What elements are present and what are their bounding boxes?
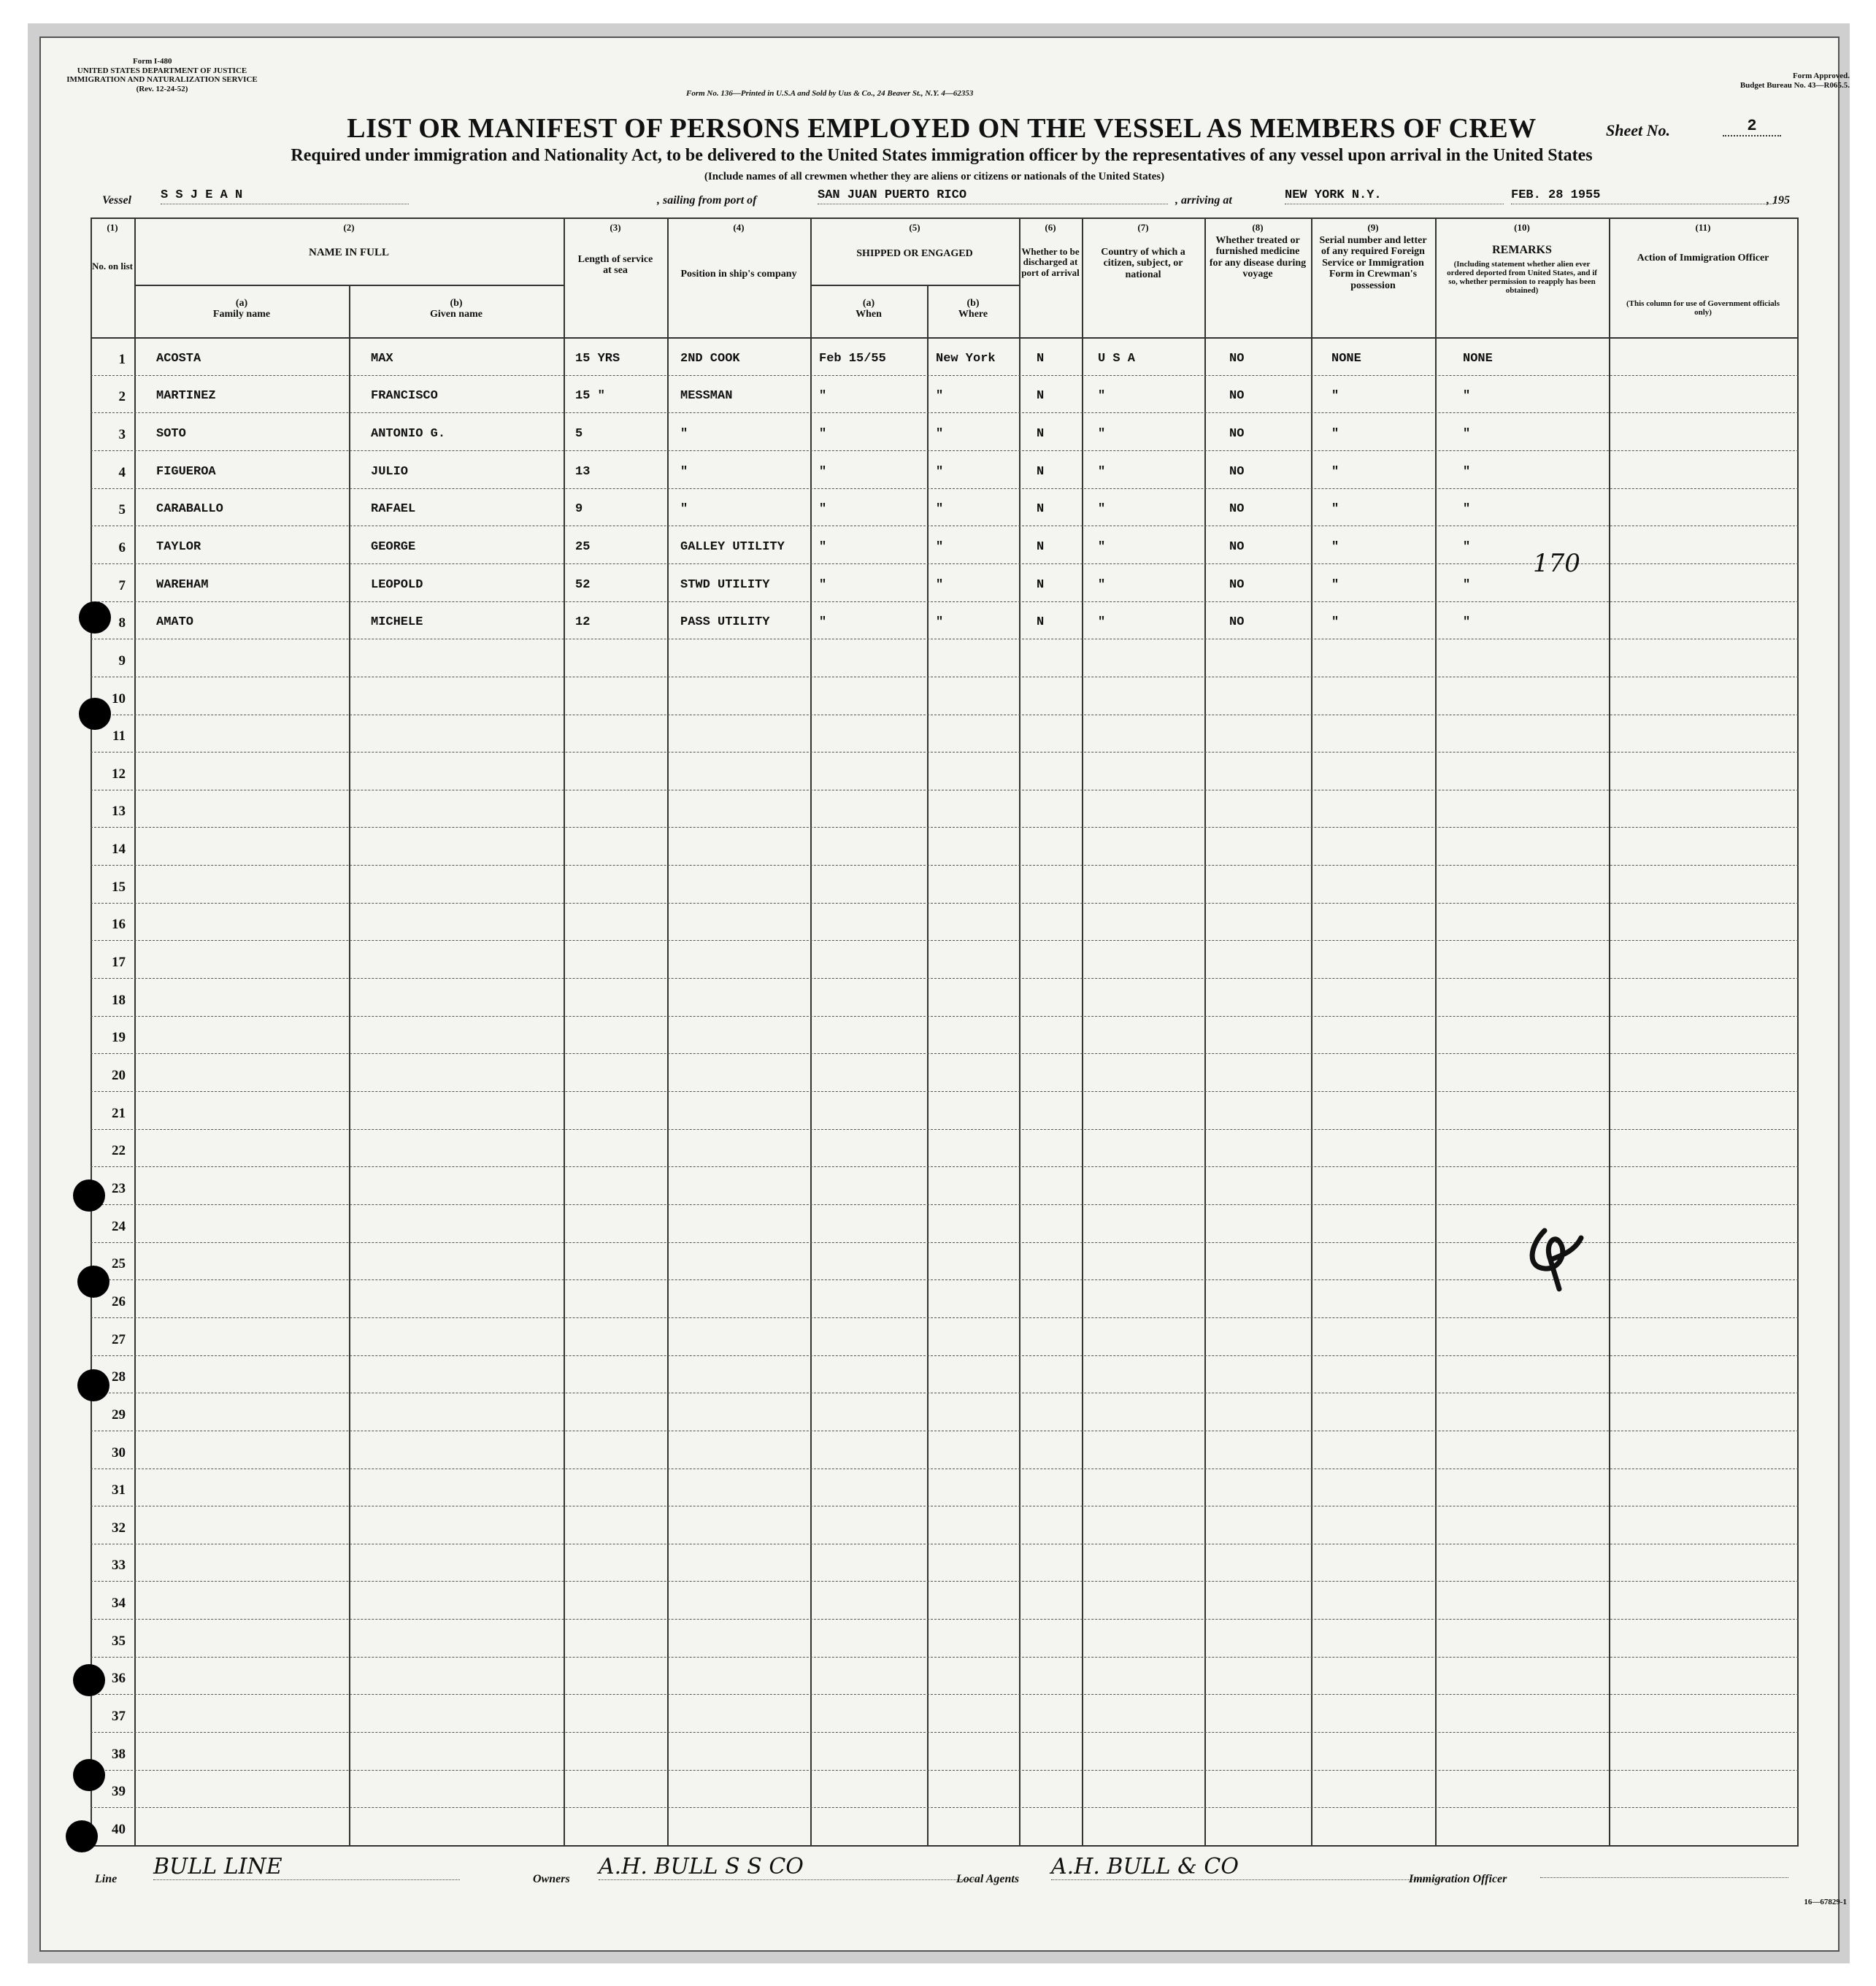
cell-remarks: NONE <box>1463 351 1493 366</box>
vessel-line <box>102 188 1803 210</box>
cell-family: SOTO <box>156 426 186 441</box>
col-divider <box>927 285 929 1845</box>
row-number: 20 <box>112 1068 126 1083</box>
row-separator <box>91 450 1799 451</box>
footer <box>88 1854 1810 1898</box>
row-separator <box>91 827 1799 828</box>
cell-country: " <box>1098 615 1106 630</box>
cell-where: " <box>936 389 944 404</box>
col-num-2: (2) <box>343 222 355 233</box>
subnote: (Include names of all crewmen whether they are aliens or citizens or nationals of the United States) <box>704 171 1165 182</box>
row-separator <box>91 1091 1799 1092</box>
cell-position: PASS UTILITY <box>680 615 770 630</box>
cell-when: " <box>819 539 827 554</box>
col-num-10: (10) <box>1514 222 1530 233</box>
cell-service: 15 YRS <box>575 351 620 366</box>
col-header-position: Position in ship's company <box>680 269 797 280</box>
cell-when: " <box>819 502 827 517</box>
cell-remarks: " <box>1463 426 1471 441</box>
col-header-family-name: (a) Family name <box>212 298 271 320</box>
row-number: 22 <box>112 1143 126 1159</box>
printer-note: Form No. 136—Printed in U.S.A and Sold by Uus & Co., 24 Beaver St., N.Y. 4—62353 <box>686 89 974 98</box>
cell-when: " <box>819 577 827 592</box>
row-number: 18 <box>112 992 126 1008</box>
cell-when: " <box>819 615 827 630</box>
row-number: 32 <box>112 1520 126 1536</box>
row-number: 6 <box>118 539 126 555</box>
cell-treated: NO <box>1229 351 1245 366</box>
row-separator <box>91 1694 1799 1695</box>
row-separator <box>91 1807 1799 1808</box>
row-number: 36 <box>112 1671 126 1687</box>
approval-block <box>1740 72 1850 90</box>
cell-country: " <box>1098 464 1106 479</box>
row-number: 28 <box>112 1369 126 1385</box>
col-header-discharged: Whether to be discharged at port of arrival <box>1021 246 1080 278</box>
row-number: 12 <box>112 766 126 782</box>
row-separator <box>91 412 1799 413</box>
officer-label: Immigration Officer <box>1409 1873 1507 1885</box>
agents-label: Local Agents <box>956 1873 1020 1885</box>
cell-discharged: N <box>1037 577 1045 592</box>
punch-hole <box>77 1266 109 1298</box>
punch-hole <box>73 1664 105 1696</box>
row-separator <box>91 375 1799 376</box>
arrival-date: FEB. 28 1955 <box>1511 188 1774 204</box>
cell-country: " <box>1098 577 1106 592</box>
cell-service: 52 <box>575 577 591 592</box>
row-separator <box>91 1619 1799 1620</box>
cell-serial: " <box>1331 502 1339 517</box>
cell-serial: " <box>1331 464 1339 479</box>
punch-hole <box>79 698 111 730</box>
row-number: 33 <box>112 1558 126 1574</box>
page-title: LIST OR MANIFEST OF PERSONS EMPLOYED ON THE VESSEL AS MEMBERS OF CREW <box>347 113 1537 144</box>
cell-where: New York <box>936 351 996 366</box>
header-bottom-border <box>91 337 1799 339</box>
cell-family: TAYLOR <box>156 539 201 554</box>
row-number: 8 <box>118 615 126 631</box>
col-header-when: (a) When <box>856 298 882 320</box>
remark-annotation: 170 <box>1533 549 1580 578</box>
cell-when: " <box>819 464 827 479</box>
cell-service: 12 <box>575 615 591 630</box>
punch-hole <box>73 1179 105 1212</box>
cell-where: " <box>936 502 944 517</box>
cell-treated: NO <box>1229 464 1245 479</box>
row-number: 37 <box>112 1709 126 1725</box>
cell-discharged: N <box>1037 502 1045 517</box>
col-header-action: Action of Immigration Officer <box>1637 253 1769 263</box>
name-subheader-line <box>134 285 564 286</box>
cell-treated: NO <box>1229 426 1245 441</box>
row-number: 4 <box>118 464 126 480</box>
col-num-5: (5) <box>909 222 920 233</box>
arriving-port: NEW YORK N.Y. <box>1285 188 1504 204</box>
col-header-shipped: SHIPPED OR ENGAGED <box>856 248 973 259</box>
col-header-remarks: REMARKS <box>1492 244 1552 256</box>
row-number: 10 <box>112 690 126 707</box>
col-header-given-name: (b) Given name <box>430 298 483 320</box>
agency-line-2: IMMIGRATION AND NATURALIZATION SERVICE <box>66 75 258 85</box>
row-number: 26 <box>112 1293 126 1309</box>
shipped-subheader-line <box>810 285 1019 286</box>
col-divider <box>1435 218 1437 1845</box>
cell-when: " <box>819 426 827 441</box>
cell-discharged: N <box>1037 351 1045 366</box>
cell-position: " <box>680 464 688 479</box>
cell-remarks: " <box>1463 502 1471 517</box>
row-number: 19 <box>112 1030 126 1046</box>
col-num-1: (1) <box>107 222 118 233</box>
line-value: BULL LINE <box>153 1854 460 1880</box>
row-number: 39 <box>112 1784 126 1800</box>
cell-serial: " <box>1331 426 1339 441</box>
punch-hole <box>66 1820 98 1852</box>
cell-where: " <box>936 539 944 554</box>
sheet-label: Sheet No. <box>1606 121 1670 139</box>
cell-country: U S A <box>1098 351 1136 366</box>
col-header-country: Country of which a citizen, subject, or national <box>1101 247 1185 280</box>
form-number: 16—67829-1 <box>1804 1898 1847 1906</box>
row-number: 9 <box>118 653 126 669</box>
col-divider <box>1204 218 1206 1845</box>
cell-country: " <box>1098 502 1106 517</box>
row-separator <box>91 978 1799 979</box>
cell-given: RAFAEL <box>371 502 416 517</box>
cell-when: Feb 15/55 <box>819 351 886 366</box>
cell-service: 25 <box>575 539 591 554</box>
row-number: 34 <box>112 1596 126 1612</box>
cell-where: " <box>936 577 944 592</box>
cell-treated: NO <box>1229 389 1245 404</box>
cell-given: MICHELE <box>371 615 423 630</box>
cell-treated: NO <box>1229 539 1245 554</box>
row-separator <box>91 1204 1799 1205</box>
officer-initials-mark <box>1515 1223 1588 1293</box>
cell-remarks: " <box>1463 389 1471 404</box>
cell-remarks: " <box>1463 615 1471 630</box>
col-num-7: (7) <box>1137 222 1149 233</box>
punch-hole <box>73 1759 105 1791</box>
row-number: 2 <box>118 389 126 405</box>
col-header-action-note: (This column for use of Government officials only) <box>1626 299 1780 317</box>
row-number: 24 <box>112 1218 126 1234</box>
col-num-9: (9) <box>1367 222 1379 233</box>
cell-given: LEOPOLD <box>371 577 423 592</box>
row-number: 13 <box>112 804 126 820</box>
col-num-4: (4) <box>733 222 745 233</box>
row-number: 14 <box>112 842 126 858</box>
col-num-6: (6) <box>1045 222 1056 233</box>
col-header-where: (b) Where <box>958 298 988 320</box>
col-divider <box>1082 218 1083 1845</box>
cell-given: ANTONIO G. <box>371 426 446 441</box>
subtitle: Required under immigration and Nationality Act, to be delivered to the United States immigration officer by the representatives of any vessel upon arrival in the United States <box>291 146 1593 165</box>
cell-country: " <box>1098 426 1106 441</box>
col-header-service: Length of service at sea <box>577 254 653 277</box>
agency-line-3: (Rev. 12-24-52) <box>136 84 188 93</box>
cell-serial: " <box>1331 539 1339 554</box>
cell-given: JULIO <box>371 464 409 479</box>
year-suffix: , 195 <box>1767 194 1790 207</box>
cell-discharged: N <box>1037 389 1045 404</box>
approval-line-1: Form Approved. <box>1792 72 1850 80</box>
approval-line-2: Budget Bureau No. 43—R065.5. <box>1739 80 1850 90</box>
col-divider <box>810 218 812 1845</box>
col-header-serial: Serial number and letter of any required Foreign Service or Immigration Form in Crewman's possession <box>1319 235 1427 291</box>
cell-service: 15 " <box>575 389 605 404</box>
agency-line-1: UNITED STATES DEPARTMENT OF JUSTICE <box>77 66 247 75</box>
row-separator <box>91 1581 1799 1582</box>
cell-discharged: N <box>1037 426 1045 441</box>
row-separator <box>91 1166 1799 1167</box>
cell-family: AMATO <box>156 615 194 630</box>
cell-family: CARABALLO <box>156 502 223 517</box>
punch-hole <box>79 601 111 634</box>
col-divider <box>564 218 565 1845</box>
row-number: 21 <box>112 1105 126 1121</box>
col-header-name: NAME IN FULL <box>308 247 389 258</box>
cell-service: 9 <box>575 502 583 517</box>
cell-service: 13 <box>575 464 591 479</box>
col-divider <box>134 218 136 1845</box>
row-separator <box>91 601 1799 602</box>
row-number: 11 <box>112 728 126 744</box>
col-divider <box>1311 218 1312 1845</box>
col-header-remarks-note: (Including statement whether alien ever ordered deported from United States, and if so, whether permission to reapply has been obtained) <box>1447 260 1597 296</box>
row-separator <box>91 1657 1799 1658</box>
row-separator <box>91 865 1799 866</box>
cell-given: FRANCISCO <box>371 389 438 404</box>
row-number: 16 <box>112 917 126 933</box>
vessel-label: Vessel <box>102 194 131 207</box>
cell-family: WAREHAM <box>156 577 209 592</box>
line-label: Line <box>95 1873 118 1885</box>
cell-where: " <box>936 426 944 441</box>
row-separator <box>91 1732 1799 1733</box>
row-number: 38 <box>112 1746 126 1762</box>
row-number: 40 <box>112 1822 126 1837</box>
col-divider <box>1797 218 1799 1845</box>
cell-position: GALLEY UTILITY <box>680 539 785 554</box>
cell-service: 5 <box>575 426 583 441</box>
cell-family: FIGUEROA <box>156 464 216 479</box>
arriving-label: , arriving at <box>1175 194 1232 207</box>
row-separator <box>91 1317 1799 1318</box>
sailing-label: , sailing from port of <box>657 194 757 207</box>
cell-family: ACOSTA <box>156 351 201 366</box>
row-number: 17 <box>112 955 126 971</box>
row-separator <box>91 752 1799 753</box>
crew-table <box>91 218 1799 1845</box>
cell-remarks: " <box>1463 464 1471 479</box>
row-number: 29 <box>112 1406 126 1423</box>
col-divider <box>667 218 669 1845</box>
owners-label: Owners <box>533 1873 570 1885</box>
cell-position: STWD UTILITY <box>680 577 770 592</box>
cell-position: " <box>680 502 688 517</box>
row-separator <box>91 903 1799 904</box>
row-number: 23 <box>112 1180 126 1196</box>
row-number: 7 <box>118 577 126 593</box>
cell-given: MAX <box>371 351 393 366</box>
row-number: 35 <box>112 1633 126 1649</box>
cell-treated: NO <box>1229 502 1245 517</box>
cell-position: 2ND COOK <box>680 351 740 366</box>
row-separator <box>91 1355 1799 1356</box>
cell-remarks: " <box>1463 577 1471 592</box>
cell-family: MARTINEZ <box>156 389 216 404</box>
form-id: Form I-480 <box>133 57 172 66</box>
cell-position: MESSMAN <box>680 389 733 404</box>
col-divider <box>1019 218 1020 1845</box>
row-number: 1 <box>118 351 126 367</box>
col-header-treated: Whether treated or furnished medicine for any disease during voyage <box>1209 235 1307 280</box>
vessel-name: S S J E A N <box>161 188 409 204</box>
cell-discharged: N <box>1037 464 1045 479</box>
cell-treated: NO <box>1229 615 1245 630</box>
row-number: 31 <box>112 1482 126 1498</box>
cell-serial: " <box>1331 577 1339 592</box>
row-number: 30 <box>112 1444 126 1460</box>
row-number: 25 <box>112 1256 126 1272</box>
punch-hole <box>77 1369 109 1401</box>
row-number: 5 <box>118 502 126 518</box>
col-header-no: No. on list <box>92 261 133 272</box>
cell-remarks: " <box>1463 539 1471 554</box>
cell-given: GEORGE <box>371 539 416 554</box>
col-divider <box>1609 218 1610 1845</box>
owners-value: A.H. BULL S S CO <box>599 1854 978 1880</box>
row-number: 27 <box>112 1331 126 1347</box>
col-num-11: (11) <box>1695 222 1711 233</box>
cell-where: " <box>936 464 944 479</box>
row-separator <box>91 1129 1799 1130</box>
row-number: 3 <box>118 426 126 442</box>
cell-when: " <box>819 389 827 404</box>
sailing-port: SAN JUAN PUERTO RICO <box>818 188 1168 204</box>
row-separator <box>91 940 1799 941</box>
table-bottom-border <box>91 1845 1799 1847</box>
row-separator <box>91 1770 1799 1771</box>
cell-discharged: N <box>1037 539 1045 554</box>
cell-country: " <box>1098 389 1106 404</box>
row-separator <box>91 1016 1799 1017</box>
cell-country: " <box>1098 539 1106 554</box>
agents-value: A.H. BULL & CO <box>1051 1854 1445 1880</box>
sheet-number: 2 <box>1723 117 1781 136</box>
cell-where: " <box>936 615 944 630</box>
cell-serial: " <box>1331 615 1339 630</box>
agency-block <box>53 57 272 94</box>
cell-position: " <box>680 426 688 441</box>
cell-serial: " <box>1331 389 1339 404</box>
cell-treated: NO <box>1229 577 1245 592</box>
row-separator <box>91 488 1799 489</box>
row-number: 15 <box>112 879 126 895</box>
officer-signature-line <box>1540 1854 1788 1878</box>
row-separator <box>91 1053 1799 1054</box>
col-num-8: (8) <box>1252 222 1264 233</box>
table-top-border <box>91 218 1799 219</box>
col-divider <box>349 285 350 1845</box>
col-num-3: (3) <box>610 222 621 233</box>
cell-discharged: N <box>1037 615 1045 630</box>
cell-serial: NONE <box>1331 351 1361 366</box>
